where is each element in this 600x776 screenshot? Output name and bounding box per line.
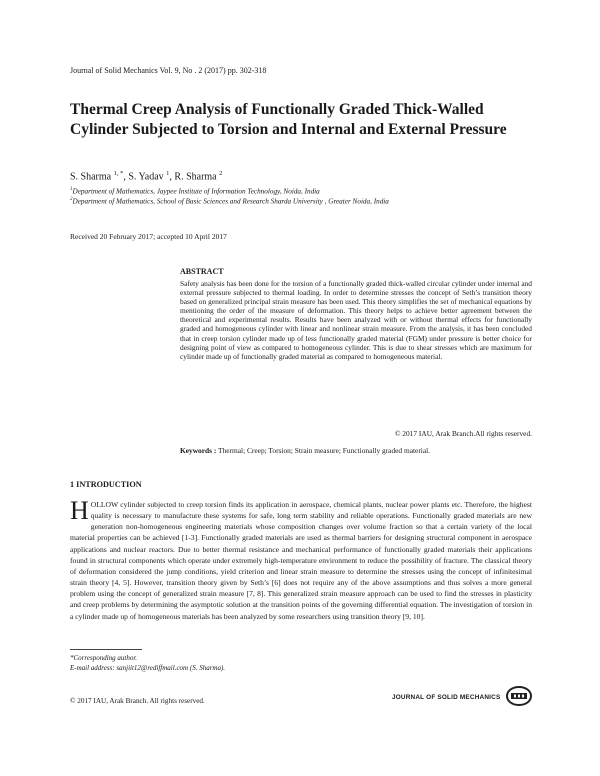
- section-heading: 1 INTRODUCTION: [70, 480, 142, 489]
- author-name: R. Sharma: [174, 171, 217, 183]
- footnote-email: E-mail address: sanjiit12@rediffmail.com (S. Sharma).: [70, 664, 226, 672]
- affiliation-2: [70, 197, 389, 205]
- journal-logo-icon: [505, 685, 533, 707]
- keywords-label: Keywords :: [180, 446, 217, 455]
- author-affiliation-mark: 2: [219, 170, 223, 177]
- author-affiliation-mark: 1, *: [113, 170, 124, 177]
- keywords-line: [180, 446, 540, 455]
- footer-journal-name: JOURNAL OF SOLID MECHANICS: [392, 694, 501, 701]
- affiliation-number: 2: [70, 197, 73, 202]
- abstract-heading: ABSTRACT: [180, 267, 224, 276]
- author-separator: ,: [123, 171, 129, 183]
- abstract-text: Safety analysis has been done for the torsion of a functionally graded thick-walled circular cylinder under internal and external pressure subjected to thermal loading. In order to determine stresses the concept of Seth’s transition theory based on generalized principal strain measure has been used. This theory simplifies the set of mechanical equations by mentioning the order of the measure of deformation. This theory helps to achieve better agreement between the theoretical and experimental results. Results have been analyzed with or without thermal effects for functionally graded and homogeneous cylinder with linear and nonlinear strain measure. From the analysis, it has been concluded that in creep torsion cylinder made up of less functionally graded material (FGM) under pressure is better choice for designing point of view as compared to homogeneous cylinder. This is due to shear stresses which are maximum for cylinder made up of functionally graded material as compared to homogeneous material.: [180, 279, 532, 361]
- abstract-copyright: © 2017 IAU, Arak Branch.All rights reserved.: [394, 429, 532, 438]
- author-name: S. Yadav: [128, 171, 164, 183]
- received-dates: Received 20 February 2017; accepted 10 April 2017: [70, 232, 227, 241]
- footnote-corresponding-author: *Corresponding author.: [70, 654, 138, 662]
- affiliation-text: Department of Mathematics, Jaypee Institute of Information Technology, Noida, India: [72, 187, 320, 196]
- drop-cap: H: [70, 496, 89, 525]
- keywords-text: Thermal; Creep; Torsion; Strain measure; Functionally graded material.: [216, 446, 431, 455]
- affiliation-1: [70, 187, 320, 195]
- footnote-rule: [70, 649, 142, 650]
- journal-reference: Journal of Solid Mechanics Vol. 9, No . 2 (2017) pp. 302-318: [70, 66, 267, 75]
- paper-title: Thermal Creep Analysis of Functionally Graded Thick-Walled Cylinder Subjected to Torsion and Internal and External Pressure: [70, 101, 507, 138]
- author-separator: ,: [169, 171, 175, 183]
- footer-copyright: © 2017 IAU, Arak Branch. All rights reserved.: [70, 697, 205, 705]
- author-list: [70, 170, 222, 182]
- author-affiliation-mark: 1: [166, 170, 170, 177]
- affiliation-number: 1: [70, 187, 73, 192]
- author-name: S. Sharma: [70, 171, 112, 183]
- introduction-paragraph: [70, 496, 532, 622]
- introduction-text: OLLOW cylinder subjected to creep torsion finds its application in aerospace, chemical plants, nuclear power plants etc. Therefore, the highest quality is necessary to manufacture these systems for safe, long term stability and reliable operations. Functionally graded materials are new generation non-homogeneous engineering materials whose composition changes over volume fraction so that a certain variety of the local material properties can be achieved [1-3]. Functionally graded materials are used as thermal barriers for designing structural component in aerospace applications and nuclear reactors. Due to better thermal resistance and mechanical performance of functionally graded materials their applications found in structural components which operate under extremely high-temperature environment to reduce the possibility of fracture. The classical theory of deformation considered the jump conditions, yield criterion and linear strain measure to determine the stresses using the concept of infinitesimal strain theory [4, 5]. However, transition theory given by Seth’s [6] does not require any of the above assumptions and thus solves a more general problem using the concept of generalized strain measure [7, 8]. This generalized strain measure approach can be used to find the stresses in plasticity and creep problems by determining the asymptotic solution at the transition points of the governing differential equation. The investigation of torsion in a cylinder made up of homogeneous materials has been analyzed by some researchers using transition theory [9, 10].: [70, 500, 532, 621]
- affiliation-text: Department of Mathematics, School of Basic Sciences and Research Sharda University , Greater Noida, India: [72, 197, 389, 206]
